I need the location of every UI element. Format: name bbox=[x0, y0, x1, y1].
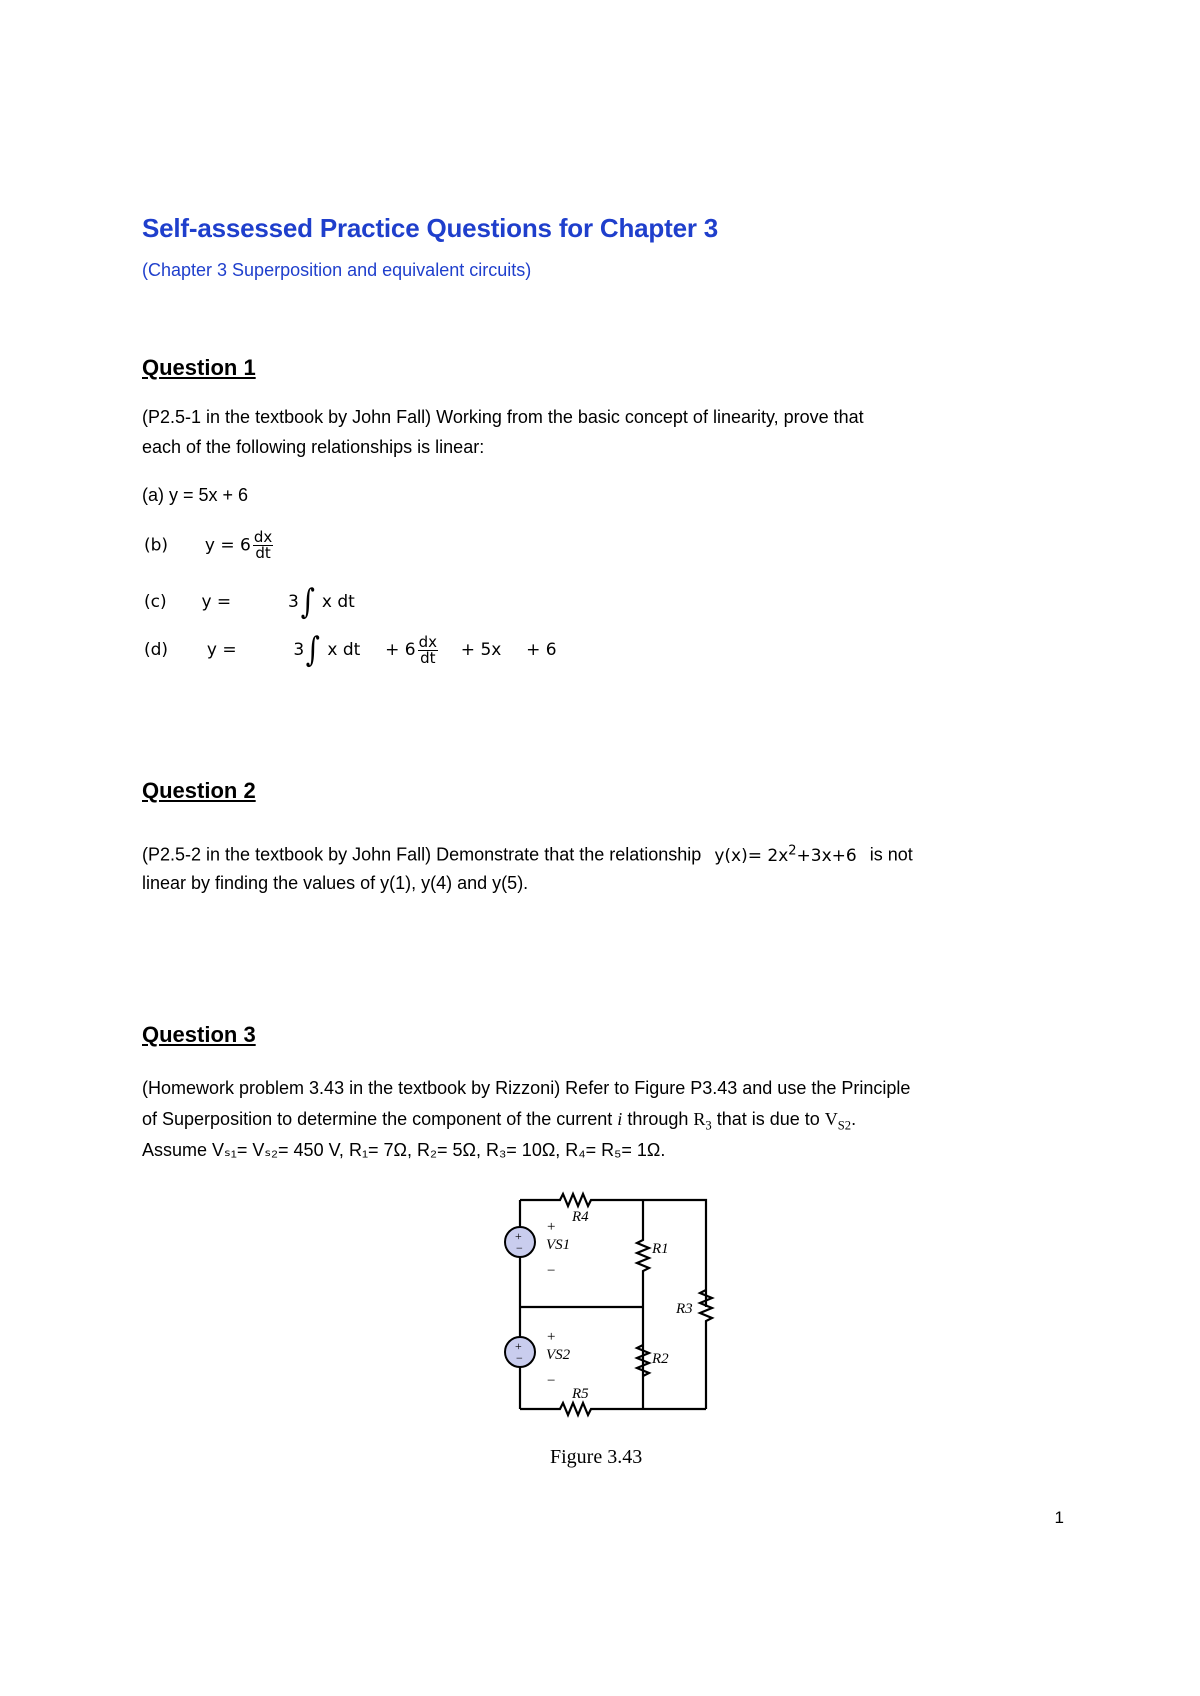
resistor-r3-zigzag bbox=[700, 1290, 712, 1409]
part-b-label: (b) bbox=[144, 535, 169, 556]
r1-label: R1 bbox=[652, 1241, 669, 1257]
part-d-int-coef: 3 bbox=[293, 640, 305, 660]
integral-icon: ∫ bbox=[300, 582, 315, 622]
part-d-plus2: + 5x bbox=[460, 640, 502, 660]
integral-icon: ∫ bbox=[306, 630, 321, 670]
page-subtitle: (Chapter 3 Superposition and equivalent circuits) bbox=[142, 260, 532, 280]
vs2-label: VS2 bbox=[546, 1347, 571, 1363]
vs2-minus-label: − bbox=[547, 1373, 556, 1389]
part-d-plus1: + bbox=[385, 640, 400, 660]
part-c-integrand: x dt bbox=[321, 592, 355, 612]
circuit-diagram bbox=[490, 1185, 730, 1425]
part-d-plus3: + 6 bbox=[526, 640, 557, 660]
question-2-text-line1 bbox=[142, 836, 913, 871]
resistor-r2-zigzag bbox=[637, 1345, 649, 1376]
part-c-label: (c) bbox=[144, 592, 167, 612]
vs1-inner-plus: + bbox=[515, 1229, 522, 1243]
page-number: 1 bbox=[1054, 1508, 1064, 1527]
part-d-derivative: $\frac{dx}{dt}$ bbox=[418, 632, 437, 667]
question-1-text-line1: (P2.5-1 in the textbook by John Fall) Working from the basic concept of linearity, prove that bbox=[142, 407, 864, 427]
question-2-text-after: is not bbox=[869, 844, 913, 865]
part-b-derivative: $\frac{dx}{dt}$ bbox=[253, 528, 273, 562]
part-d-lhs: y = bbox=[206, 640, 237, 660]
vs2-inner-minus: − bbox=[516, 1351, 523, 1365]
question-3-heading: Question 3 bbox=[142, 1022, 256, 1047]
r4-label: R4 bbox=[572, 1209, 589, 1225]
question-1-part-b bbox=[144, 530, 275, 561]
part-d-deriv-coef: 6 bbox=[404, 640, 416, 660]
part-c-coef: 3 bbox=[287, 592, 299, 612]
question-3-text-line3: Assume Vₛ₁= Vₛ₂= 450 V, R₁= 7Ω, R₂= 5Ω, R₃= 10Ω, R₄= R₅= 1Ω. bbox=[142, 1140, 666, 1160]
vs1-inner-minus: − bbox=[516, 1241, 523, 1255]
question-2-heading: Question 2 bbox=[142, 778, 256, 803]
r5-label: R5 bbox=[572, 1386, 589, 1402]
r3-label: R3 bbox=[676, 1301, 693, 1317]
question-3-text-line2: of Superposition to determine the component of the current i through $R_3$ that is due to $V_{S2}$. bbox=[142, 1109, 857, 1133]
page-title: Self-assessed Practice Questions for Chapter 3 bbox=[142, 213, 719, 243]
figure-caption: Figure 3.43 bbox=[550, 1446, 643, 1468]
question-1-text-line2: each of the following relationships is linear: bbox=[142, 437, 485, 457]
vs1-plus-label: + bbox=[547, 1219, 556, 1235]
wire-r1-r2-branch bbox=[637, 1200, 649, 1409]
vs2-inner-plus: + bbox=[515, 1339, 522, 1353]
question-1-heading: Question 1 bbox=[142, 355, 256, 380]
part-b-coef: 6 bbox=[240, 535, 251, 556]
question-1-part-a: (a) y = 5x + 6 bbox=[142, 485, 249, 505]
question-3-text-line1: (Homework problem 3.43 in the textbook by Rizzoni) Refer to Figure P3.43 and use the Principle bbox=[142, 1078, 911, 1098]
vs2-plus-label: + bbox=[547, 1329, 556, 1345]
question-2-text-line2: linear by finding the values of y(1), y(4) and y(5). bbox=[142, 873, 529, 893]
question-2-text-before: (P2.5-2 in the textbook by John Fall) Demonstrate that the relationship bbox=[142, 844, 702, 865]
part-c-lhs: y = bbox=[201, 592, 232, 612]
wire-bottom-r5 bbox=[520, 1403, 706, 1415]
vs1-minus-label: − bbox=[547, 1263, 556, 1279]
question-2-formula: $y(x)= 2x^2+3x+6$ bbox=[714, 843, 857, 866]
part-d-integrand: x dt bbox=[327, 640, 361, 660]
question-1-part-c bbox=[144, 582, 355, 622]
part-b-lhs: y = bbox=[204, 535, 235, 556]
vs1-label: VS1 bbox=[546, 1237, 571, 1253]
part-d-label: (d) bbox=[144, 640, 169, 660]
question-1-part-d bbox=[144, 630, 557, 670]
r2-label: R2 bbox=[652, 1351, 669, 1367]
